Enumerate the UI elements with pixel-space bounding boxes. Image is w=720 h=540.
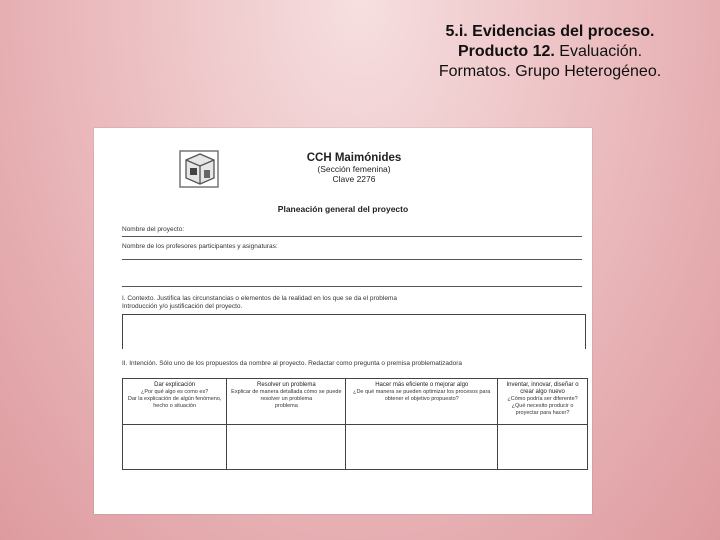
- table-cell: Dar explicación ¿Por qué algo es como es? Dar la explicación de algún fenómeno, hecho o situación: [123, 379, 227, 425]
- school-name: CCH Maimónides: [306, 152, 402, 164]
- intention-table: [122, 378, 588, 470]
- divider: [122, 236, 582, 237]
- divider: [122, 286, 582, 287]
- school-header: [244, 152, 464, 184]
- table-cell: [346, 425, 498, 470]
- project-name-label: Nombre del proyecto:: [122, 226, 185, 233]
- table-cell: [123, 425, 227, 470]
- section-context-sub: Introducción y/o justificación del proyecto.: [122, 303, 243, 310]
- document-image: [94, 128, 592, 514]
- section-intention: II. Intención. Sólo uno de los propuestos da nombre al proyecto. Redactar como pregunta o premisa problematizadora: [122, 360, 463, 367]
- teachers-label: Nombre de los profesores participantes y asignaturas:: [122, 243, 278, 250]
- divider: [122, 259, 582, 260]
- table-cell: Hacer más eficiente o mejorar algo ¿De qué manera se pueden optimizar los procesos para obtener el objetivo propuesto?: [346, 379, 498, 425]
- context-box: [122, 314, 586, 351]
- table-cell: [227, 425, 346, 470]
- school-section: (Sección femenina): [317, 164, 391, 174]
- table-cell: Resolver un problema Explicar de manera detallada cómo se puede resolver un problema problema: [227, 379, 346, 425]
- school-clave: Clave 2276: [332, 174, 376, 184]
- table-cell: [498, 425, 588, 470]
- section-context: [122, 295, 397, 311]
- slide-title-bold: 5.i. Evidencias del proceso. Producto 12.: [445, 23, 655, 60]
- slide-title-rest: Evaluación. Formatos. Grupo Heterogéneo.: [438, 43, 662, 80]
- table-cell: Inventar, innovar, diseñar o crear algo nuevo ¿Cómo podría ser diferente? ¿Qué necesito producir o proyectar para hacer?: [498, 379, 588, 425]
- slide-title: [430, 22, 670, 82]
- section-context-title: I. Contexto. Justifica las circunstancias o elementos de la realidad en los que se da el problema: [122, 295, 397, 302]
- plan-title: Planeación general del proyecto: [277, 204, 409, 214]
- school-logo-icon: [176, 148, 222, 190]
